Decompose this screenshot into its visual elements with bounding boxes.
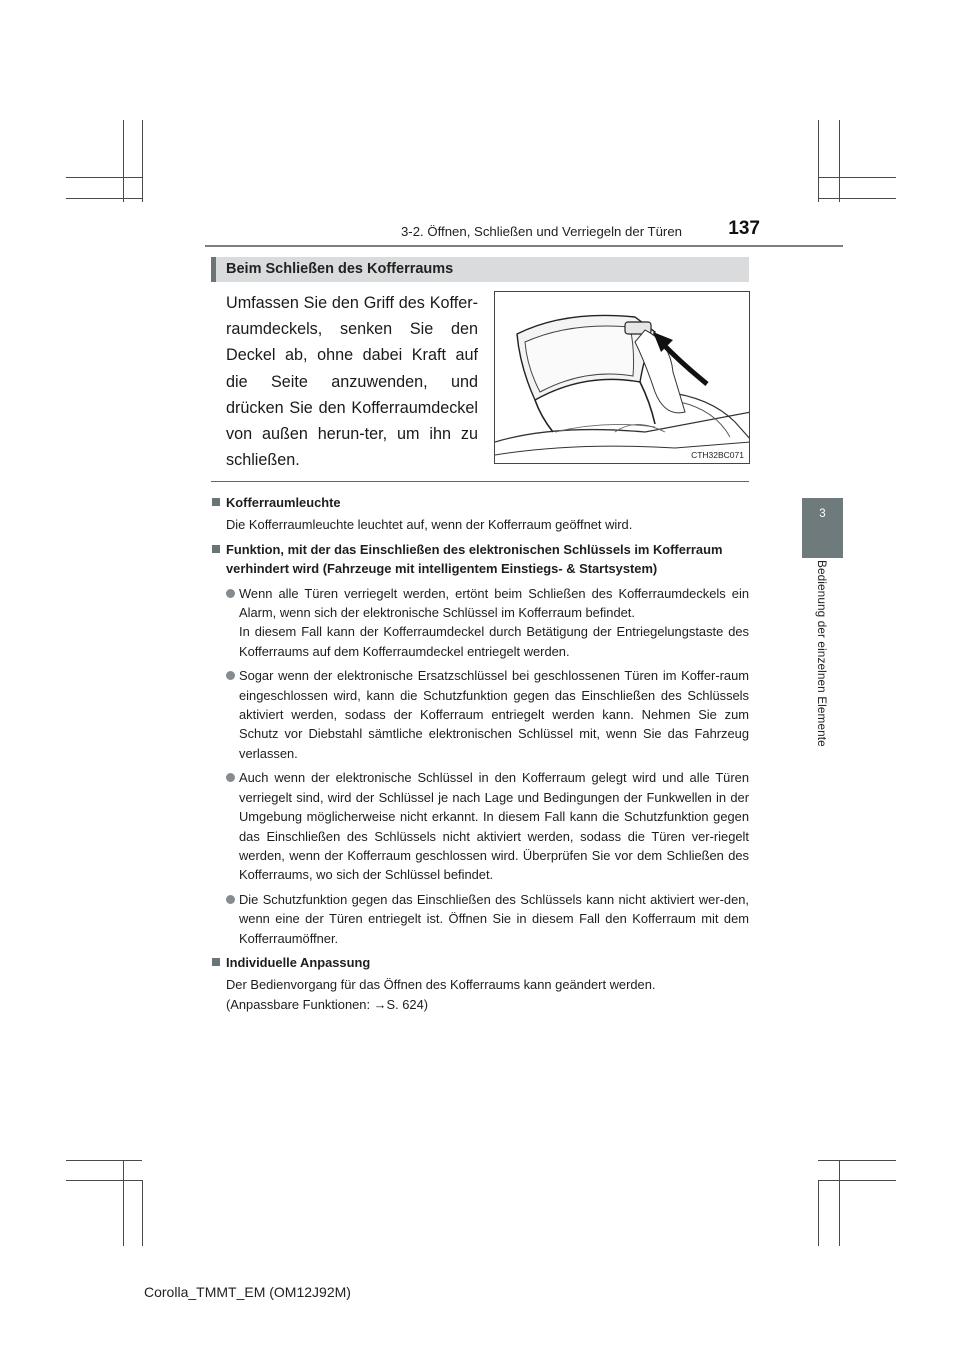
crop-mark [818,177,896,178]
crop-mark [839,120,840,202]
section-heading [211,257,749,282]
crop-mark [123,120,124,202]
list-item [211,890,749,948]
square-bullet-icon [212,958,220,966]
note-title: Individuelle Anpassung [226,954,371,970]
trunk-closing-illustration-icon [495,292,750,464]
bullet-text: Wenn alle Türen verriegelt werden, ertönt beim Schließen des Kofferraumdeckels ein Alarm, wenn sich der elektronische Schlüssel im Kofferraum befindet. [239,585,749,621]
round-bullet-icon [226,895,235,904]
note-heading [211,953,749,972]
note-heading [211,493,749,512]
intro-paragraph: Umfassen Sie den Griff des Koffer-raumdeckels, senken Sie den Deckel ab, ohne dabei Kraft auf die Seite anzuwenden, und drücken Sie den Kofferraumdeckel von außen herun-ter, um ihn zu schließen. [226,294,478,470]
cross-reference: (Anpassbare Funktionen: →S. 624) [226,996,429,1012]
header-section-title: 3-2. Öffnen, Schließen und Verriegeln der Türen [400,224,682,239]
bullet-text: Die Schutzfunktion gegen das Einschließen des Schlüssels kann nicht aktiviert wer-den, wenn eine der Türen entriegelt ist. Öffnen Sie in diesem Fall den Kofferraum mit dem Kofferraumöffner. [239,891,749,946]
crop-mark [818,198,896,199]
chapter-label: Bedienung der einzelnen Elemente [815,560,829,747]
note-heading [211,540,749,579]
crop-mark [818,1160,896,1161]
crop-mark [142,1180,143,1246]
crop-mark [818,1180,819,1246]
header-rule [205,245,843,247]
chapter-number: 3 [819,508,826,520]
crop-mark [839,1160,840,1246]
crop-mark [818,120,819,202]
note-text: Die Kofferraumleuchte leuchtet auf, wenn der Kofferraum geöffnet wird. [226,517,633,533]
section-title: Beim Schließen des Kofferraums [226,261,454,277]
square-bullet-icon [212,498,220,506]
crop-mark [123,1160,124,1246]
note-title: Funktion, mit der das Einschließen des elektronischen Schlüssels im Kofferraum verhindert wird (Fahrzeuge mit intelligentem Einstiegs- & Startsystem) [226,541,723,577]
notes-content [211,489,749,1014]
round-bullet-icon [226,773,235,782]
note-text: Der Bedienvorgang für das Öffnen des Kofferraums kann geändert werden. [226,977,656,993]
crop-mark [66,1180,142,1181]
list-item [211,666,749,763]
crop-mark [66,198,142,199]
crop-mark [142,120,143,202]
round-bullet-icon [226,671,235,680]
trunk-illustration [494,291,750,464]
figure-code: CTH32BC071 [691,450,744,460]
crop-mark [66,177,142,178]
note-title: Kofferraumleuchte [226,495,341,510]
section-divider [211,481,749,482]
crop-mark [66,1160,142,1161]
crop-mark [818,1180,896,1181]
list-item [211,584,749,662]
bullet-text: Sogar wenn der elektronische Ersatzschlüssel bei geschlossenen Türen im Koffer-raum eingeschlossen wird, kann die Schutzfunktion gegen das Einschließen des Schlüssels aktiviert werden, sodass der Kofferraum entriegelt werden kann. Nehmen Sie zum Schutz vor Diebstahl sämtliche elektronischen Schlüssel mit, wenn Sie das Fahrzeug verlassen. [239,668,749,761]
bullet-text: In diesem Fall kann der Kofferraumdeckel durch Betätigung der Entriegelungstaste des Kofferraums auf dem Kofferraumdeckel entriegelt werden. [239,624,749,659]
chapter-tab [802,498,843,558]
page-number: 137 [728,218,760,239]
list-item [211,768,749,884]
round-bullet-icon [226,589,235,598]
bullet-text: Auch wenn der elektronische Schlüssel in den Kofferraum gelegt wird und alle Türen verriegelt sind, wird der Schlüssel je nach Lage und Bedingungen der Funkwellen in der Umgebung möglicherweise nicht erkannt. In diesem Fall kann die Schutzfunktion gegen das Einschließen des Schlüssels nicht aktiviert werden, sodass die Türen ver-riegelt werden, wenn der Kofferraum geschlossen wird. Überprüfen Sie vor dem Schließen des Kofferraums, wo sich der Schlüssel befindet. [239,770,749,883]
square-bullet-icon [212,545,220,553]
footer-document-code: Corolla_TMMT_EM (OM12J92M) [144,1284,351,1300]
